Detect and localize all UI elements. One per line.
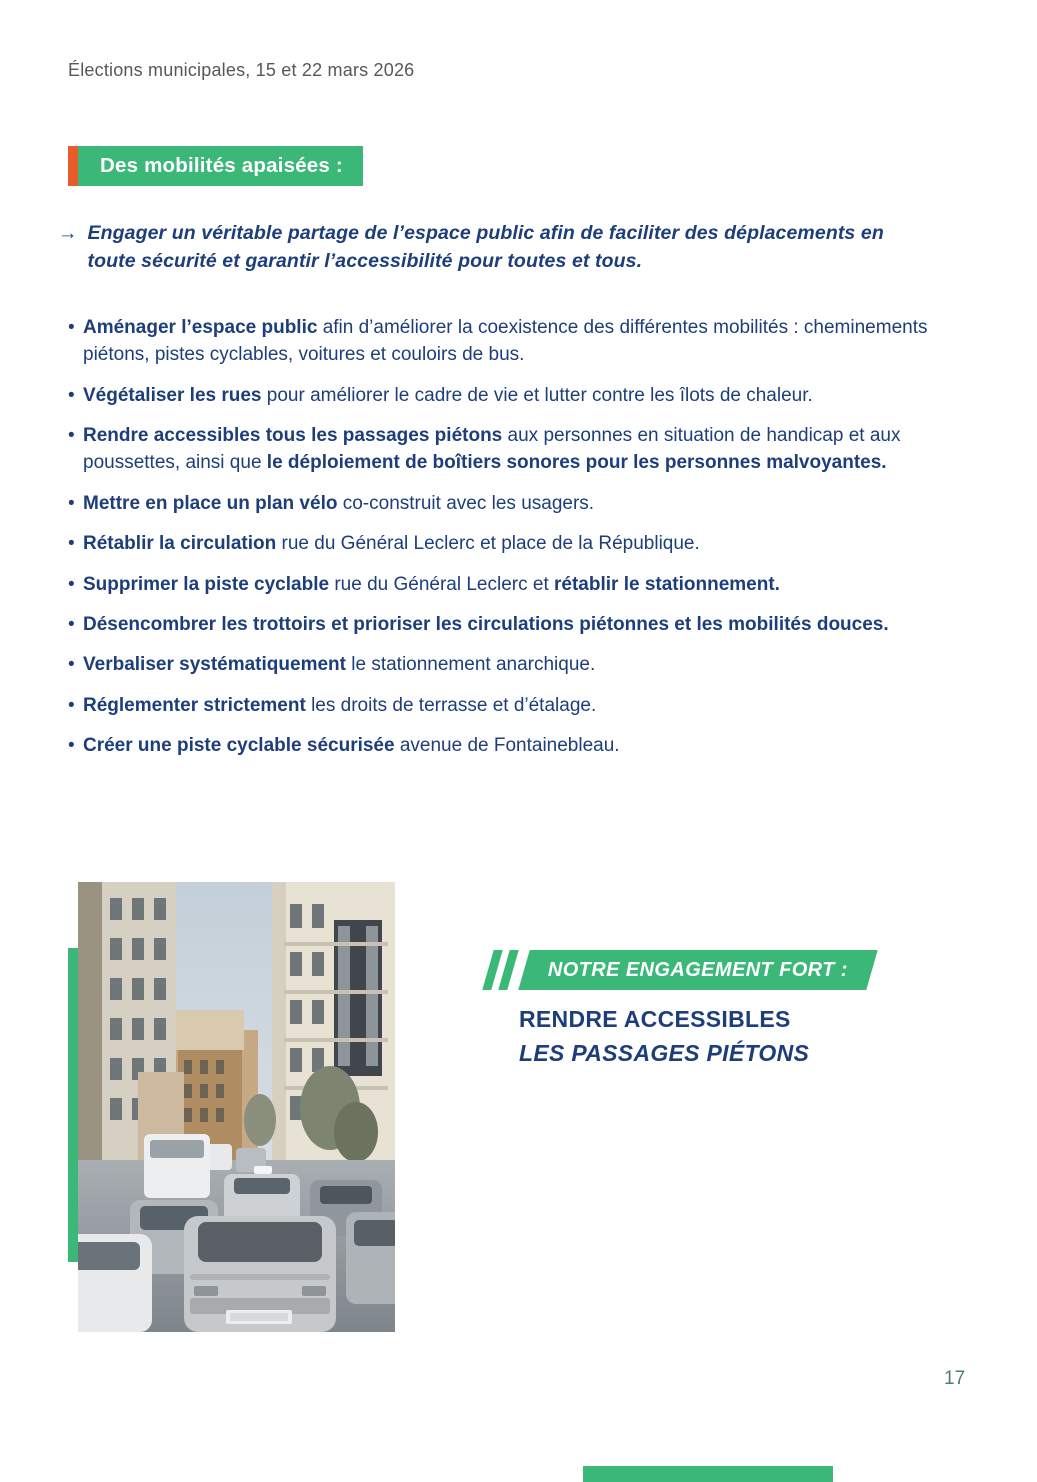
bullet-bold-text: Désencombrer les trottoirs et prioriser les circulations piétonnes et les mobilités douces. [83, 613, 889, 635]
bullet-text: rue du Général Leclerc et [329, 573, 555, 595]
bullet-bold-text: rétablir le stationnement. [554, 573, 780, 595]
list-item [68, 611, 954, 638]
bullet-bold-text: Réglementer strictement [83, 694, 306, 716]
bullet-bold-text: Supprimer la piste cyclable [83, 573, 330, 595]
list-item [68, 571, 954, 598]
list-item [68, 651, 954, 678]
bullet-text: aux personnes en situation de handicap et aux poussettes, ainsi que [83, 425, 901, 474]
bullet-text: afin d’améliorer la coexistence des différentes mobilités : cheminements piétons, pistes cyclables, voitures et couloirs de bus. [83, 317, 928, 366]
section-title: Des mobilités apaisées : [78, 146, 363, 186]
engagement-banner-text: NOTRE ENGAGEMENT FORT : [548, 958, 848, 981]
bullet-text: les droits de terrasse et d’étalage. [305, 694, 597, 716]
intro-text: Engager un véritable partage de l’espace public afin de faciliter des déplacements en toute sécurité et garantir l’accessibilité pour toutes et tous. [87, 222, 884, 272]
list-item [68, 314, 954, 369]
engagement-line2: LES PASSAGES PIÉTONS [519, 1040, 810, 1066]
bullet-text: pour améliorer le cadre de vie et lutter contre les îlots de chaleur. [261, 384, 813, 406]
list-item [68, 530, 954, 557]
bullet-text: avenue de Fontainebleau. [394, 734, 620, 756]
bullet-bold-text: Rendre accessibles tous les passages piétons [83, 425, 503, 447]
engagement-banner-box [518, 950, 877, 990]
bullet-bold-text: Verbaliser systématiquement [83, 654, 346, 676]
arrow-right-icon: → [58, 222, 78, 244]
orange-accent-bar [68, 146, 78, 186]
list-item [68, 692, 954, 719]
bullet-list [68, 314, 954, 772]
bullet-bold-text: Rétablir la circulation [83, 533, 277, 555]
photo-accent-bar [68, 948, 78, 1262]
bullet-bold-text: Créer une piste cyclable sécurisée [83, 734, 395, 756]
list-item [68, 732, 954, 759]
bullet-bold-text: Végétaliser les rues [83, 384, 262, 406]
bullet-bold-text: le déploiement de boîtiers sonores pour les personnes malvoyantes. [266, 452, 887, 474]
street-photo [78, 882, 395, 1332]
page-header: Élections municipales, 15 et 22 mars 2026 [68, 60, 415, 80]
list-item [68, 422, 954, 477]
bottom-green-strip [583, 1466, 833, 1482]
engagement-title [519, 1006, 809, 1067]
banner-stripe-icon [498, 950, 518, 990]
bullet-bold-text: Mettre en place un plan vélo [83, 492, 338, 514]
engagement-banner [488, 950, 872, 990]
bullet-text: rue du Général Leclerc et place de la République. [276, 533, 700, 555]
intro-paragraph [58, 220, 930, 275]
engagement-line1: RENDRE ACCESSIBLES [519, 1006, 791, 1032]
street-photo-illustration [78, 882, 395, 1332]
bullet-text: le stationnement anarchique. [345, 654, 596, 676]
list-item [68, 490, 954, 517]
bullet-text: co-construit avec les usagers. [337, 492, 595, 514]
bullet-bold-text: Aménager l’espace public [83, 317, 318, 338]
list-item [68, 382, 954, 409]
section-title-banner [68, 146, 363, 186]
page-number: 17 [944, 1368, 966, 1389]
